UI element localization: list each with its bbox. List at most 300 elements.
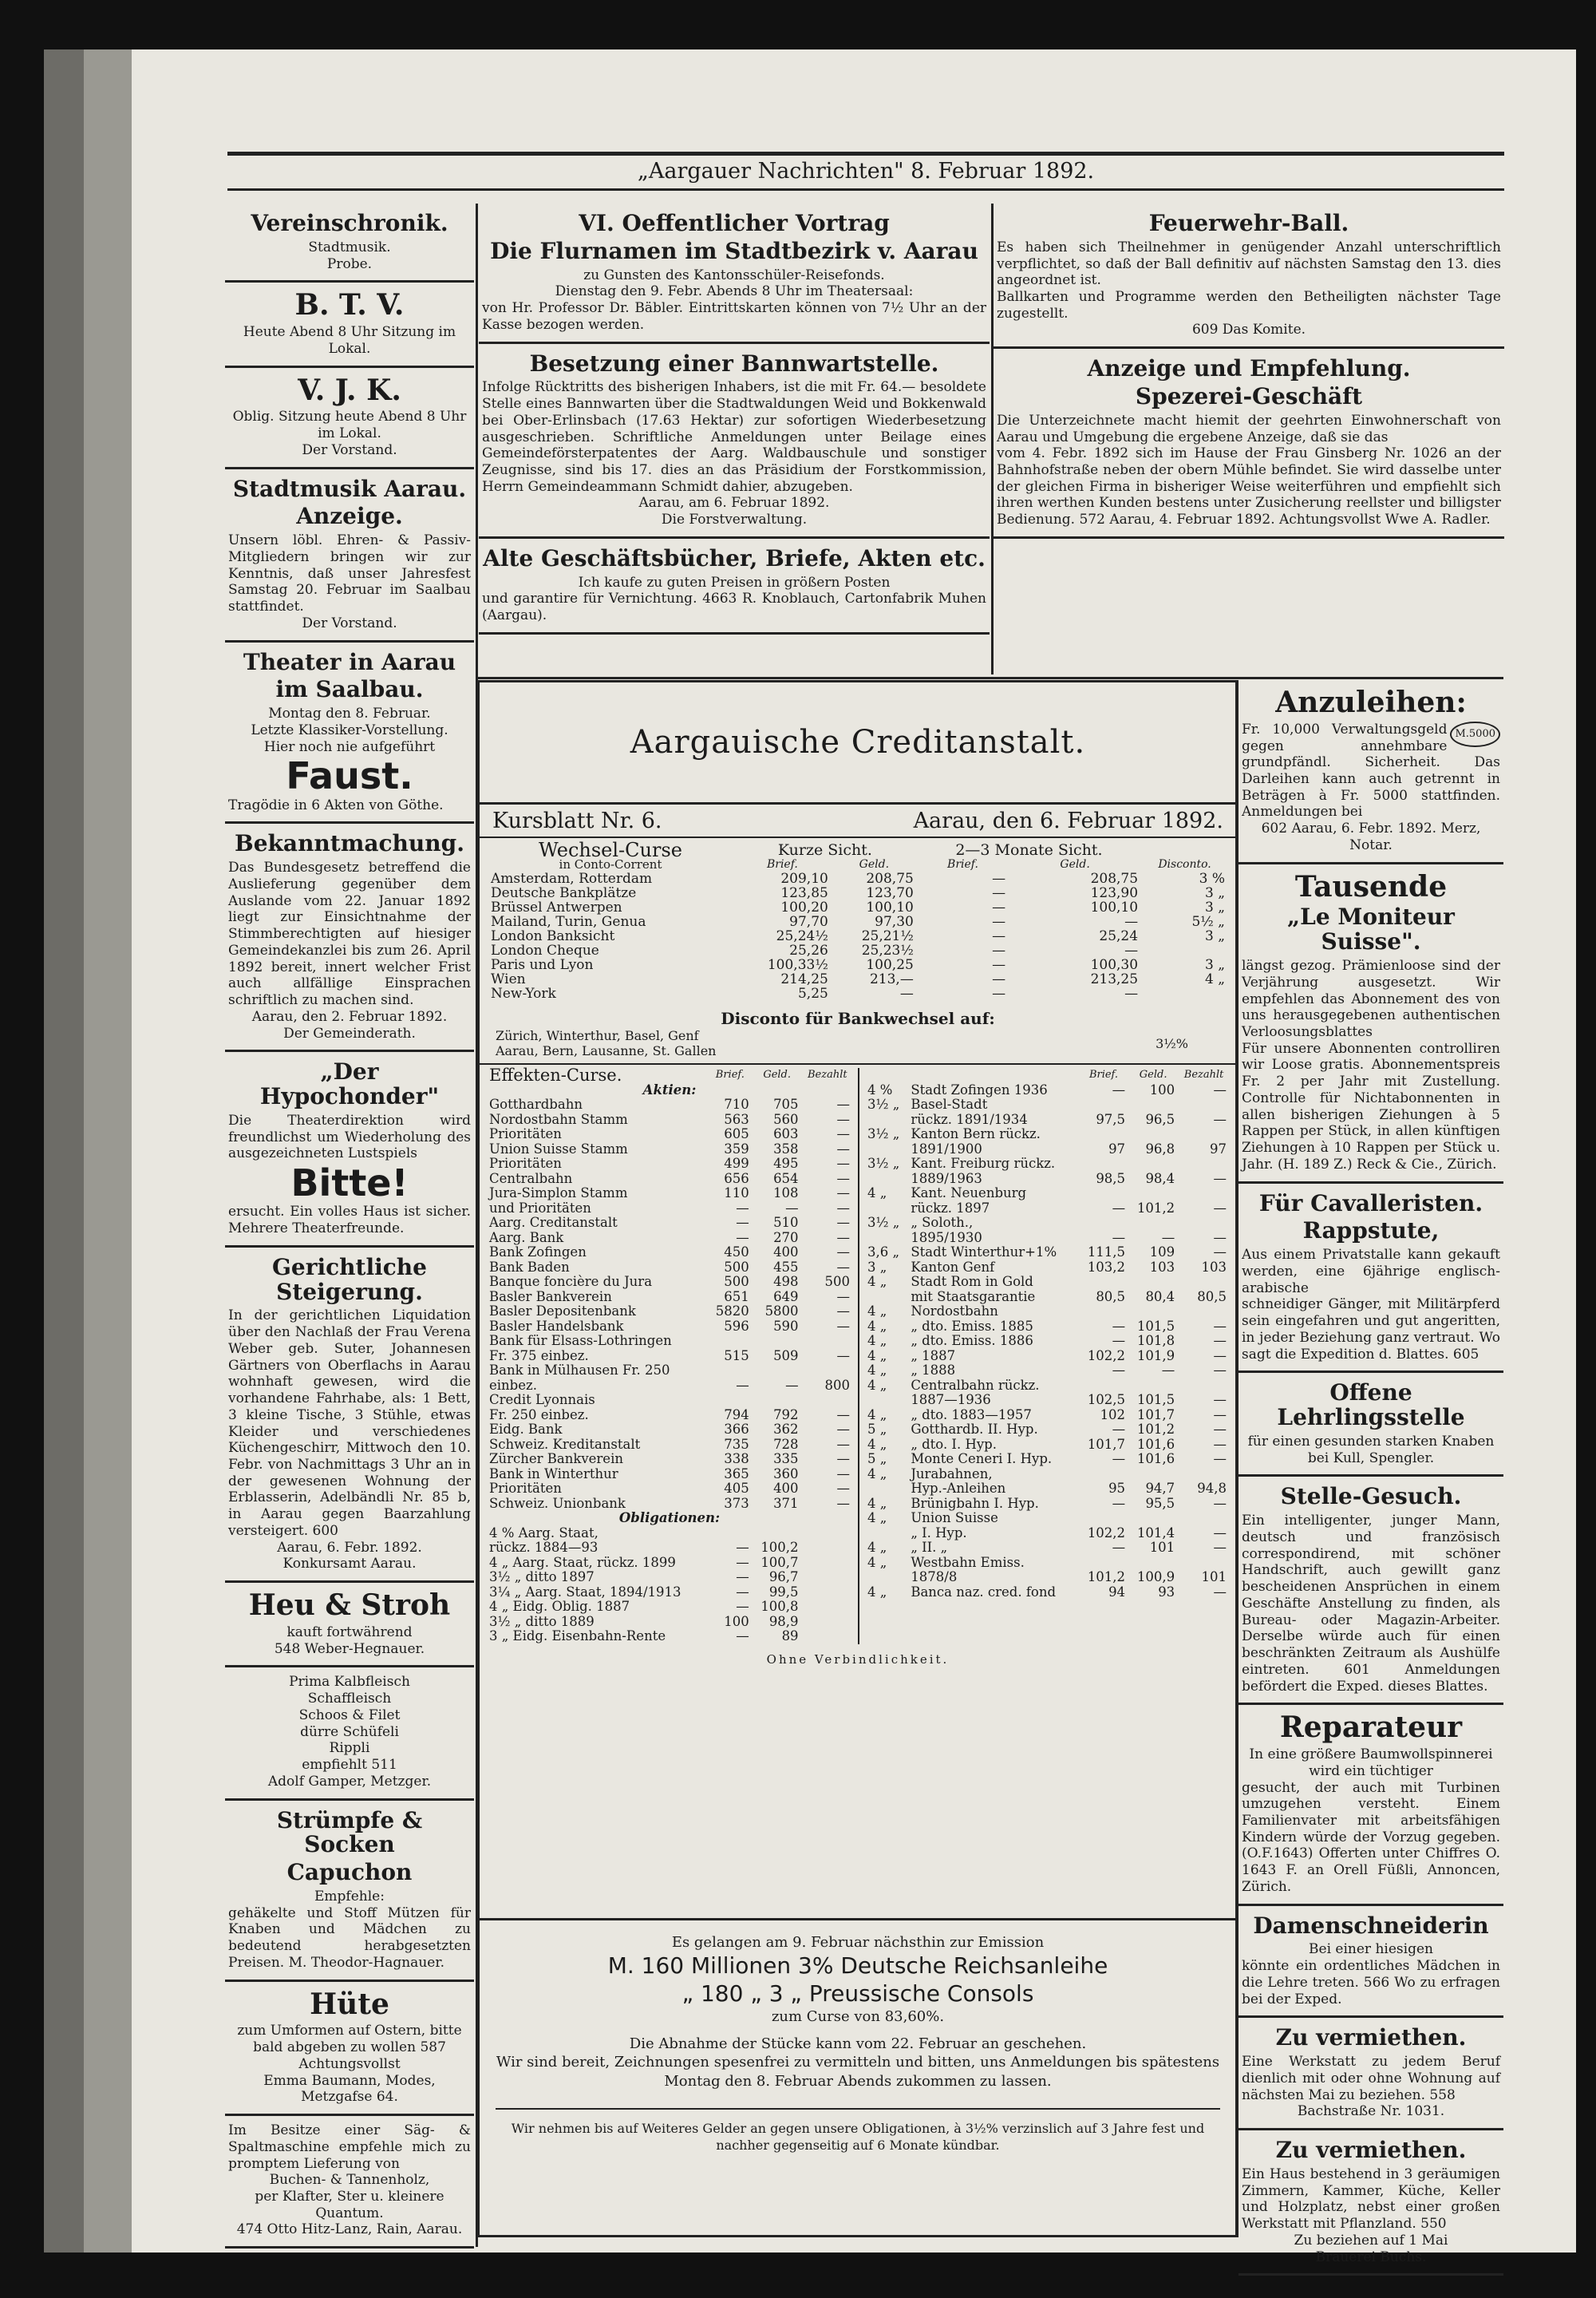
table-cell: 93 xyxy=(1158,1584,1175,1600)
ad-line: Probe. xyxy=(326,255,373,272)
table-cell: Centralbahn rückz. xyxy=(911,1377,1040,1393)
table-cell: 1887—1936 xyxy=(911,1392,991,1407)
emission-line: Die Abnahme der Stücke kann vom 22. Februar an geschehen. xyxy=(629,2035,1087,2052)
ad-line: zum Umformen auf Ostern, bitte bald abgeben zu wollen 587 xyxy=(237,2023,462,2056)
ad-line: Rippli xyxy=(329,1740,370,1757)
table-row xyxy=(864,1083,1230,1098)
table-cell: Jurabahnen, xyxy=(911,1465,993,1481)
table-cell: — xyxy=(836,1347,850,1363)
ohne-verbindlichkeit: Ohne Verbindlichkeit. xyxy=(766,1651,950,1667)
table-cell: — xyxy=(1213,1392,1227,1407)
table-cell: 4 „ xyxy=(867,1554,887,1570)
ad-title: Anzeige und Empfehlung. xyxy=(1087,355,1411,382)
table-cell xyxy=(1128,1216,1178,1231)
section-label: Obligationen: xyxy=(618,1510,721,1525)
table-cell: 5½ „ xyxy=(1191,914,1225,930)
table-cell: 500 xyxy=(724,1259,749,1275)
table-cell: — xyxy=(992,900,1006,916)
ad-block xyxy=(1238,1373,1503,1477)
table-row xyxy=(864,1172,1230,1187)
table-cell: — xyxy=(1213,1082,1227,1098)
table-cell: Prioritäten xyxy=(489,1126,562,1141)
table-cell: — xyxy=(836,1185,850,1200)
table-cell: 101,8 xyxy=(1136,1333,1175,1348)
table-cell: — xyxy=(836,1465,850,1481)
table-cell: 3½ „ xyxy=(867,1156,900,1171)
ad-line: dürre Schüfeli xyxy=(300,1723,399,1740)
table-cell: 4 „ xyxy=(867,1377,887,1393)
table-cell: 4 „ xyxy=(867,1495,887,1511)
table-cell xyxy=(1128,1127,1178,1142)
table-row xyxy=(486,1570,853,1585)
table-cell: „ II. „ xyxy=(911,1540,948,1555)
table-cell: 101 xyxy=(1149,1540,1175,1555)
ad-line: 602 Aarau, 6. Febr. 1892. Merz, Notar. xyxy=(1261,821,1481,853)
table-cell: 123,70 xyxy=(866,885,914,901)
table-cell: 4 „ xyxy=(867,1584,887,1600)
table-cell: Credit Lyonnais xyxy=(489,1392,595,1407)
table-cell: 4 „ xyxy=(867,1318,887,1334)
table-cell xyxy=(1079,1304,1128,1319)
ad-tail: schneidiger Gänger, mit Militärpferd sein eingefahren und gut angeritten, in jeder Beziehung ganz vertraut. Wo sagt die Expedition d. Blattes. 605 xyxy=(1242,1296,1500,1363)
table-cell: 498 xyxy=(773,1274,799,1289)
emission-line: Wir sind bereit, Zeichnungen spesenfrei zu vermitteln und bitten, uns Anmeldungen bis spätestens Montag den 8. Februar Abends zukommen zu lassen. xyxy=(496,2054,1220,2090)
table-cell: — xyxy=(1213,1540,1227,1555)
table-cell: 590 xyxy=(773,1318,799,1334)
table-cell: 103 xyxy=(1149,1259,1175,1275)
table-cell: — xyxy=(992,871,1006,887)
table-cell xyxy=(1079,1186,1128,1201)
table-row xyxy=(486,1186,853,1201)
ad-line: Ein Haus bestehend in 3 geräumigen Zimmern, Kammer, Küche, Keller und Holzplatz, nebst einer großen Werkstatt mit Pflanzland. 550 xyxy=(1242,2165,1500,2233)
table-row xyxy=(486,1615,853,1630)
table-row xyxy=(486,1216,853,1231)
table-cell: — xyxy=(1213,1347,1227,1363)
table-cell: Brünigbahn I. Hyp. xyxy=(911,1495,1039,1511)
table-cell xyxy=(1128,1186,1178,1201)
ad-block xyxy=(225,643,474,825)
table-row xyxy=(864,1334,1230,1349)
table-row xyxy=(486,1201,853,1216)
table-cell: Fr. 250 einbez. xyxy=(489,1406,589,1422)
ad-title: VI. Oeffentlicher Vortrag xyxy=(579,210,890,236)
table-row xyxy=(864,1349,1230,1364)
table-cell xyxy=(1141,987,1228,1001)
table-row xyxy=(486,1231,853,1246)
table-cell: 213,— xyxy=(869,971,914,987)
kurz-header: Kurze Sicht. xyxy=(777,841,872,859)
table-cell xyxy=(1128,1556,1178,1571)
table-row xyxy=(486,1113,853,1128)
table-cell: 101,2 xyxy=(1136,1200,1175,1216)
emission-line: „ 180 „ 3 „ Preussische Consols xyxy=(681,1980,1034,2007)
table-cell: 371 xyxy=(773,1495,799,1511)
table-cell: 110 xyxy=(724,1185,749,1200)
table-cell: 95 xyxy=(1108,1481,1126,1496)
table-cell: Centralbahn xyxy=(489,1170,573,1186)
table-cell: 3 „ xyxy=(1204,885,1225,901)
table-cell: Kanton Bern rückz. xyxy=(911,1126,1041,1141)
table-cell: 100,9 xyxy=(1136,1569,1175,1584)
table-cell: 101,7 xyxy=(1136,1406,1175,1422)
table-cell: 100,8 xyxy=(760,1599,799,1614)
table-cell xyxy=(1178,1304,1230,1319)
table-cell: — xyxy=(1213,1525,1227,1541)
table-cell: Bank Baden xyxy=(489,1259,570,1275)
table-cell: 5,25 xyxy=(797,986,828,1002)
table-row xyxy=(486,1245,853,1260)
column-header: Bezahlt xyxy=(1183,1069,1224,1081)
table-cell: — xyxy=(836,1156,850,1171)
ad-line: Ballkarten und Programme werden den Betheiligten nächster Tage zugestellt. xyxy=(997,289,1501,322)
table-cell xyxy=(753,1526,802,1541)
ad-line: 548 Weber-Hegnauer. xyxy=(274,1640,425,1657)
table-cell: — xyxy=(1124,943,1139,959)
ad-line: Unsern löbl. Ehren- & Passiv-Mitgliedern bringen wir zur Kenntnis, daß unser Jahresfest Samstag 20. Februar im Saalbau stattfindet. xyxy=(228,532,471,615)
table-row xyxy=(486,1497,853,1512)
table-cell: — xyxy=(736,1200,749,1216)
table-row xyxy=(864,1511,1230,1526)
table-cell: 96,8 xyxy=(1145,1141,1175,1157)
table-cell: Prioritäten xyxy=(489,1156,562,1171)
ad-line: Aarau, 6. Febr. 1892. xyxy=(277,1539,422,1556)
ad-block xyxy=(225,1052,474,1248)
table-cell: 651 xyxy=(724,1288,749,1304)
table-cell: 705 xyxy=(773,1097,799,1112)
table-row xyxy=(486,1157,853,1172)
table-cell xyxy=(1128,1275,1178,1290)
table-row xyxy=(486,1541,853,1556)
table-cell xyxy=(1128,1378,1178,1394)
table-cell xyxy=(864,1393,907,1408)
ad-line: Montag den 8. Februar. xyxy=(268,706,431,722)
table-cell: 270 xyxy=(773,1229,799,1245)
ad-line: Die Theaterdirektion wird freundlichst um Wiederholung des ausgezeichneten Lustspiels xyxy=(228,1112,471,1162)
table-cell: 563 xyxy=(724,1111,749,1127)
table-cell xyxy=(1128,1157,1178,1172)
table-cell: — xyxy=(836,1244,850,1260)
table-row xyxy=(486,1098,853,1113)
table-cell: 209,10 xyxy=(780,871,828,887)
table-cell: — xyxy=(1213,1584,1227,1600)
table-cell: 101,5 xyxy=(1136,1318,1175,1334)
table-cell: 5800 xyxy=(764,1303,799,1319)
table-cell: 500 xyxy=(824,1274,850,1289)
table-row xyxy=(486,1467,853,1482)
ad-line: Stadtmusik. xyxy=(308,239,391,255)
ad-line: Schaffleisch xyxy=(307,1691,392,1707)
column-header: Geld. xyxy=(1060,858,1090,871)
ad-line: Empfehle: xyxy=(314,1888,385,1904)
table-row xyxy=(488,958,1228,972)
table-cell: 373 xyxy=(724,1495,749,1511)
table-cell: 97,30 xyxy=(875,914,914,930)
table-row xyxy=(488,972,1228,987)
table-cell: 792 xyxy=(773,1406,799,1422)
ad-block xyxy=(1238,864,1503,1184)
table-cell: 25,24½ xyxy=(776,928,828,944)
column-header: Brief. xyxy=(947,858,978,871)
ad-line: Fr. 10,000 Verwaltungsgeld gegen annehmbare grundpfändl. Sicherheit. Das Darleihen kann auch getrennt in Beträgen à Fr. 5000 stattfinden. Anmeldungen bei xyxy=(1242,721,1500,821)
table-row xyxy=(488,987,1228,1001)
table-cell: 1895/1930 xyxy=(911,1229,982,1245)
ad-title: V. J. K. xyxy=(298,373,401,407)
column-right-lower-ads xyxy=(1238,680,1503,2265)
table-cell xyxy=(864,1231,907,1246)
ad-block xyxy=(1238,680,1503,864)
table-cell: 400 xyxy=(773,1244,799,1260)
table-cell: — xyxy=(836,1259,850,1275)
table-cell: — xyxy=(836,1318,850,1334)
table-cell: 3 „ xyxy=(1204,957,1225,973)
disconto-title: Disconto für Bankwechsel auf: xyxy=(721,1009,995,1028)
ad-line: Brauerei Buchs. xyxy=(1315,2249,1427,2265)
table-cell: 800 xyxy=(824,1377,850,1393)
table-cell: 1891/1900 xyxy=(911,1141,982,1157)
table-cell: mit Staatsgarantie xyxy=(911,1288,1036,1304)
table-row xyxy=(864,1467,1230,1482)
table-cell: 101 xyxy=(1201,1569,1227,1584)
table-cell: 3½ „ ditto 1897 xyxy=(489,1569,595,1584)
section-row xyxy=(486,1511,853,1526)
ad-line: Aarau, am 6. Februar 1892. xyxy=(638,495,830,512)
table-cell xyxy=(708,1363,753,1378)
table-cell: 3 „ xyxy=(1204,900,1225,916)
table-row xyxy=(864,1113,1230,1128)
ad-line: längst gezog. Prämienloose sind der Verjährung ausgesetzt. Wir empfehlen das Abonnement des von uns herausgegebenen authentischen Verloosungsblattes xyxy=(1242,958,1500,1040)
ad-line: Adolf Gamper, Metzger. xyxy=(267,1773,432,1790)
table-cell: 97,70 xyxy=(789,914,828,930)
table-cell: rückz. 1891/1934 xyxy=(911,1111,1028,1127)
table-cell: Nordostbahn Stamm xyxy=(489,1111,628,1127)
table-cell: Brüssel Antwerpen xyxy=(491,900,622,916)
table-cell xyxy=(864,1172,907,1187)
table-cell: 98,9 xyxy=(768,1613,799,1629)
table-cell xyxy=(1178,1378,1230,1394)
table-cell: 4 „ xyxy=(1204,971,1225,987)
table-cell: — xyxy=(992,986,1006,1002)
table-cell: Union Suisse Stamm xyxy=(489,1141,628,1157)
table-cell: — xyxy=(992,914,1006,930)
table-cell xyxy=(1079,1556,1128,1571)
table-cell: 4 „ xyxy=(867,1347,887,1363)
table-cell: Westbahn Emiss. xyxy=(911,1554,1025,1570)
table-cell xyxy=(1079,1511,1128,1526)
table-cell: 25,21½ xyxy=(861,928,914,944)
table-cell: 359 xyxy=(724,1141,749,1157)
table-cell: New-York xyxy=(491,986,556,1002)
table-row xyxy=(864,1497,1230,1512)
table-cell: 4 „ xyxy=(867,1540,887,1555)
table-cell: 405 xyxy=(724,1481,749,1496)
ad-tail: von Hr. Professor Dr. Bäbler. Eintrittskarten können von 7½ Uhr an der Kasse bezogen werden. xyxy=(482,300,986,333)
ad-block xyxy=(1238,2130,1503,2276)
ad-subtitle: Die Flurnamen im Stadtbezirk v. Aarau xyxy=(490,237,978,264)
table-cell: — xyxy=(992,928,1006,944)
column-header: Brief. xyxy=(1088,1069,1119,1081)
table-cell: 98,5 xyxy=(1096,1170,1126,1186)
table-cell xyxy=(1141,943,1228,958)
table-row xyxy=(864,1127,1230,1142)
table-cell: 109 xyxy=(1149,1244,1175,1260)
emission-line: Wir nehmen bis auf Weiteres Gelder an gegen unsere Obligationen, à 3½% verzinslich auf 3 Jahre fest und nachher gegenseitig auf 6 Monate kündbar. xyxy=(496,2108,1220,2154)
ad-block xyxy=(225,1583,474,1667)
disconto-line: Aarau, Bern, Lausanne, St. Gallen xyxy=(496,1043,717,1058)
table-cell: Union Suisse xyxy=(911,1510,998,1525)
table-row xyxy=(486,1349,853,1364)
table-row xyxy=(864,1481,1230,1497)
table-cell: — xyxy=(1112,1200,1126,1216)
column-header: Brief. xyxy=(766,858,798,871)
table-cell: 335 xyxy=(773,1451,799,1466)
ad-line: Aus einem Privatstalle kann gekauft werden, eine 6jährige englisch-arabische xyxy=(1242,1247,1500,1296)
table-cell xyxy=(802,1334,853,1349)
ad-tail: gesucht, der auch mit Turbinen umzugehen versteht. Einem Familienvater mit arbeitsfähigen Kindern würde der Vorzug gegeben. (O.F.1643) Offerten unter Chiffres O. 1643 F. an Orell Füßli, Annoncen, Zürich. xyxy=(1242,1779,1500,1895)
table-cell: 102 xyxy=(1100,1406,1126,1422)
table-cell: — xyxy=(836,1481,850,1496)
table-cell: 96,7 xyxy=(768,1569,799,1584)
table-cell: Basel-Stadt xyxy=(911,1097,988,1112)
ad-line: Die Forstverwaltung. xyxy=(661,512,808,528)
ad-title: Anzuleihen: xyxy=(1275,686,1467,719)
table-cell xyxy=(1079,1275,1128,1290)
table-row xyxy=(864,1304,1230,1319)
table-cell: — xyxy=(1124,986,1139,1002)
table-cell: 123,90 xyxy=(1090,885,1139,901)
table-row xyxy=(864,1393,1230,1408)
table-cell: 3½ „ xyxy=(867,1215,900,1230)
column-header: Geld. xyxy=(763,1069,792,1081)
table-cell: Kant. Freiburg rückz. xyxy=(911,1156,1056,1171)
table-cell xyxy=(802,1363,853,1378)
table-cell: „ I. Hyp. xyxy=(911,1525,967,1541)
table-cell: 80,5 xyxy=(1197,1288,1227,1304)
ad-line: zu Gunsten des Kantonsschüler-Reisefonds. xyxy=(583,267,885,283)
table-row xyxy=(488,929,1228,943)
table-cell: 100 xyxy=(1149,1082,1175,1098)
column-center-ads xyxy=(479,204,990,674)
table-cell: — xyxy=(836,1200,850,1216)
ad-line: 474 Otto Hitz-Lanz, Rain, Aarau. xyxy=(236,2221,463,2238)
ad-line: Ich kaufe zu guten Preisen in größern Posten xyxy=(578,574,891,591)
table-cell: — xyxy=(785,1200,799,1216)
table-cell: — xyxy=(836,1170,850,1186)
column-header: Brief. xyxy=(715,1069,745,1081)
table-cell: 103 xyxy=(1201,1259,1227,1275)
ad-line: Ein intelligenter, junger Mann, deutsch und französisch correspondirend, mit schöner Handschrift, auch gewillt ganz bescheidenen Ansprüchen in einem Geschäfte Anstellung zu finden, als Bureau- oder Magazin-Arbeiter. Derselbe würde auch für einen beschränkten Zeitraum als Aushülfe eintreten. 601 Anmeldungen befördert die Exped. dieses Blattes. xyxy=(1242,1513,1500,1695)
table-row xyxy=(864,1556,1230,1571)
table-row xyxy=(486,1438,853,1453)
ad-title: B. T. V. xyxy=(294,288,405,322)
table-cell: 358 xyxy=(773,1141,799,1157)
table-cell: Bank für Elsass-Lothringen xyxy=(489,1333,672,1348)
table-row xyxy=(488,886,1228,900)
table-cell: „ Soloth., xyxy=(911,1215,974,1230)
table-cell: — xyxy=(1213,1451,1227,1466)
ad-tail: gehäkelte und Stoff Mützen für Knaben und Mädchen zu bedeutend herabgesetzten Preisen. M. Theodor-Hagnauer. xyxy=(228,1904,471,1971)
table-cell: 208,75 xyxy=(1090,871,1139,887)
section-row xyxy=(486,1083,853,1098)
table-cell: 4 „ xyxy=(867,1436,887,1452)
table-cell: 98,4 xyxy=(1145,1170,1175,1186)
table-row xyxy=(486,1393,853,1408)
effekten-left-table xyxy=(486,1068,853,1644)
ad-title: Damenschneiderin xyxy=(1253,1912,1489,1939)
table-cell xyxy=(1128,1511,1178,1526)
table-cell xyxy=(753,1363,802,1378)
table-cell xyxy=(802,1585,853,1600)
table-cell: — xyxy=(1213,1363,1227,1378)
table-row xyxy=(486,1142,853,1157)
ad-block xyxy=(225,1982,474,2116)
table-cell: 4 „ xyxy=(867,1333,887,1348)
table-cell: 100,10 xyxy=(1090,900,1139,916)
table-cell: Bank in Winterthur xyxy=(489,1465,618,1481)
table-cell: 4 „ xyxy=(867,1510,887,1525)
table-row xyxy=(486,1334,853,1349)
ad-line: Schoos & Filet xyxy=(298,1707,401,1723)
ad-title: „Der Hypochonder" xyxy=(259,1058,440,1110)
table-cell: 94,8 xyxy=(1197,1481,1227,1496)
ad-line: Emma Baumann, Modes, Metzgafse 64. xyxy=(263,2072,436,2106)
table-row xyxy=(486,1127,853,1142)
ad-line: Hier noch nie aufgeführt xyxy=(263,738,436,755)
table-row xyxy=(864,1275,1230,1290)
table-cell: Basler Depositenbank xyxy=(489,1303,636,1319)
table-cell xyxy=(1128,1098,1178,1113)
ad-line: Die Unterzeichnete macht hiemit der geehrten Einwohnerschaft von Aarau und Umgebung die ergebene Anzeige, daß sie das xyxy=(997,412,1501,445)
table-cell xyxy=(1079,1157,1128,1172)
table-cell: 25,24 xyxy=(1099,928,1139,944)
table-cell: — xyxy=(736,1215,749,1230)
table-cell: — xyxy=(736,1569,749,1584)
table-cell: 3 „ xyxy=(1204,928,1225,944)
table-cell: 3 „ Eidg. Eisenbahn-Rente xyxy=(489,1628,666,1643)
table-cell: — xyxy=(1112,1495,1126,1511)
ad-block xyxy=(479,344,990,539)
ad-line: Dienstag den 9. Febr. Abends 8 Uhr im Theatersaal: xyxy=(555,283,914,300)
table-cell xyxy=(802,1556,853,1571)
ad-tail: vom 4. Febr. 1892 sich im Hause der Frau Ginsberg Nr. 1026 an der Bahnhofstraße neben der obern Mühle befindet. Sie wird dasselbe unter der gleichen Firma in bisheriger Weise weiterführen und empfiehlt sich ihren werthen Kunden bestens unter Zusicherung reellster und billigster Bedienung. 572 Aarau, 4. Februar 1892. Achtungsvollst Wwe A. Radler. xyxy=(997,445,1501,528)
table-cell xyxy=(1178,1556,1230,1571)
table-row xyxy=(488,900,1228,915)
ad-tail: und garantire für Vernichtung. 4663 R. Knoblauch, Cartonfabrik Muhen (Aargau). xyxy=(482,591,986,624)
table-cell: 100,10 xyxy=(866,900,914,916)
table-row xyxy=(486,1452,853,1467)
column-right-ads xyxy=(994,204,1504,674)
table-cell xyxy=(1079,1127,1128,1142)
table-cell: — xyxy=(1213,1318,1227,1334)
table-cell: 710 xyxy=(724,1097,749,1112)
table-cell xyxy=(1178,1216,1230,1231)
table-cell: Basler Handelsbank xyxy=(489,1318,624,1334)
table-cell: 80,5 xyxy=(1096,1288,1126,1304)
table-cell: 89 xyxy=(781,1628,799,1643)
effekten-right-table xyxy=(864,1068,1230,1600)
table-cell: 123,85 xyxy=(780,885,828,901)
column-header: Disconto. xyxy=(1158,858,1211,871)
table-cell: 4 „ xyxy=(867,1303,887,1319)
table-cell: — xyxy=(836,1097,850,1112)
table-cell: 603 xyxy=(773,1126,799,1141)
table-cell: 365 xyxy=(724,1465,749,1481)
emission-notice xyxy=(480,1918,1236,2235)
table-cell: Basler Bankverein xyxy=(489,1288,612,1304)
table-cell: Prioritäten xyxy=(489,1481,562,1496)
table-cell: 5 „ xyxy=(867,1422,887,1437)
ad-title: Theater in Aarau xyxy=(243,648,456,675)
table-cell: 100,20 xyxy=(780,900,828,916)
